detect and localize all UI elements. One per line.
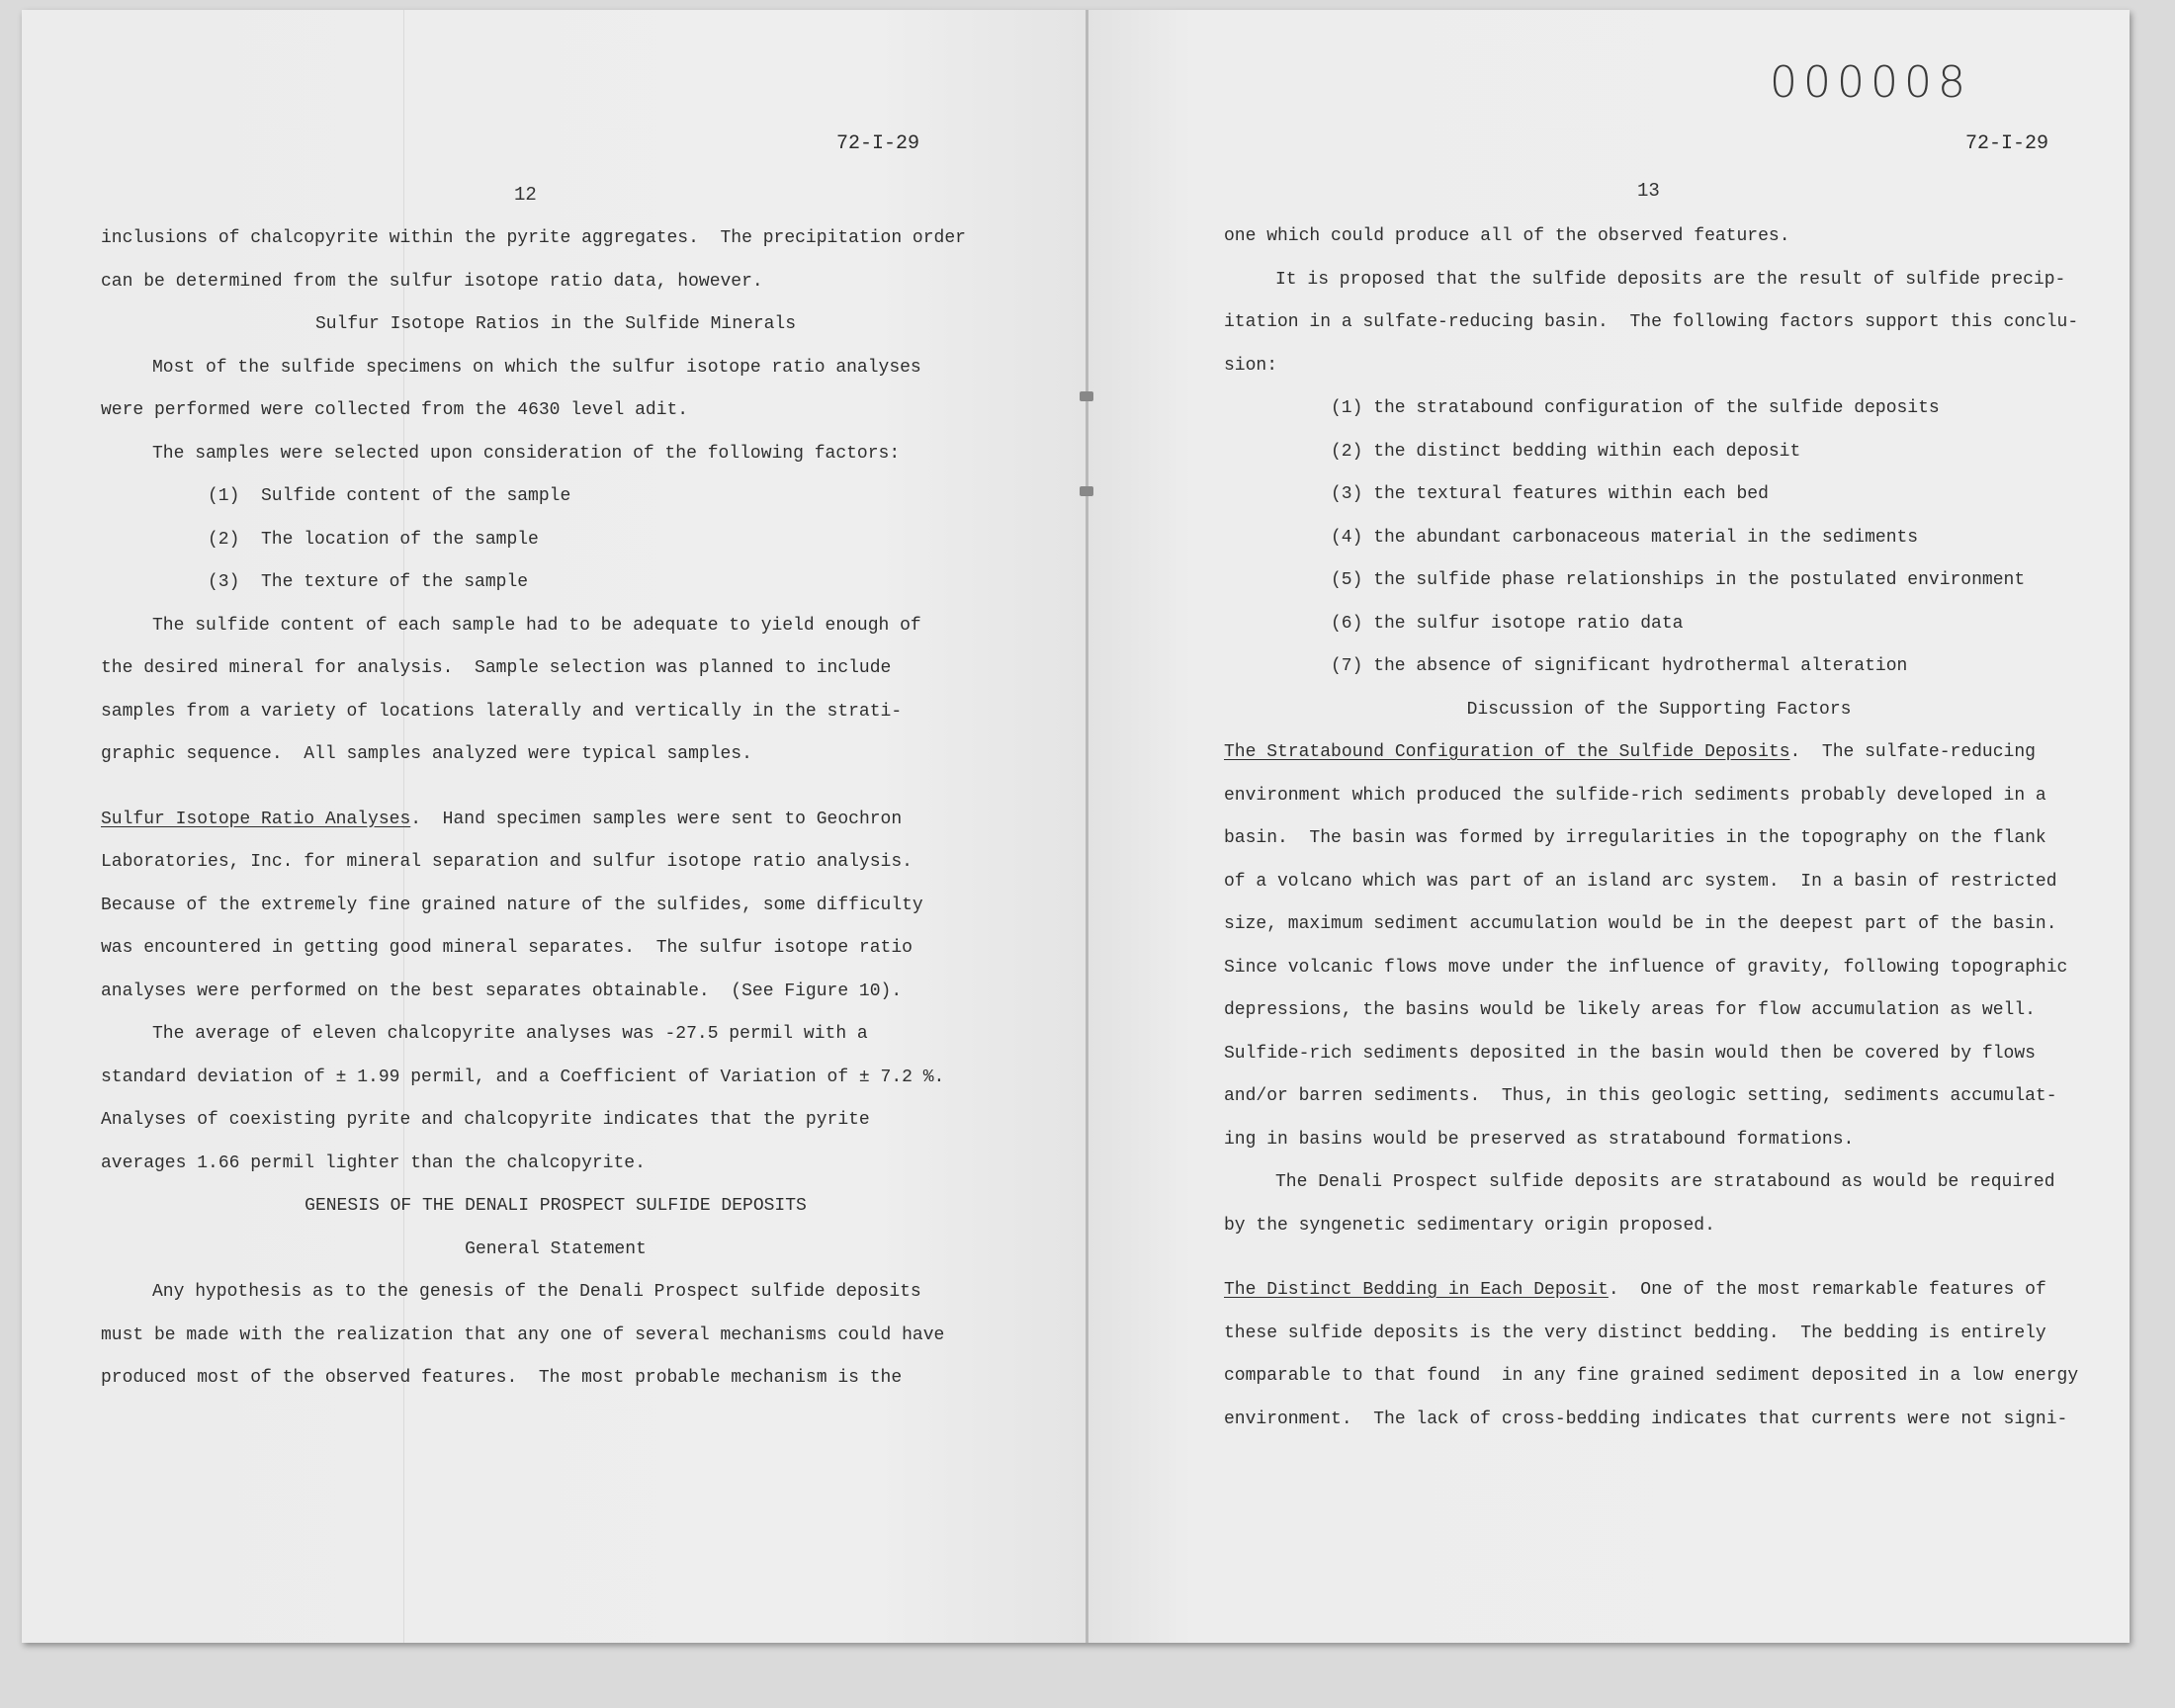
subheading-continuation: . One of the most remarkable features of — [1608, 1280, 2046, 1300]
paragraph-first-line: The Denali Prospect sulfide deposits are stratabound as would be required — [1275, 1172, 2055, 1192]
text-line: one which could produce all of the observed features. — [1224, 226, 1790, 246]
text-line: averages 1.66 permil lighter than the chalcopyrite. — [101, 1153, 646, 1173]
underlined-subheading: Sulfur Isotope Ratio Analyses — [101, 809, 411, 829]
list-item: (2) the distinct bedding within each deposit — [1331, 441, 1801, 462]
text-line: these sulfide deposits is the very distinct bedding. The bedding is entirely — [1224, 1323, 2046, 1343]
subheading-line — [101, 799, 1010, 842]
text-line: by the syngenetic sedimentary origin proposed. — [1224, 1215, 1715, 1236]
text-line: Sulfide-rich sediments deposited in the basin would then be covered by flows — [1224, 1043, 2036, 1064]
text-line: Analyses of coexisting pyrite and chalcopyrite indicates that the pyrite — [101, 1110, 870, 1130]
book-gutter — [1086, 10, 1088, 1643]
text-line: produced most of the observed features. The most probable mechanism is the — [101, 1368, 903, 1388]
paragraph-first-line: It is proposed that the sulfide deposits are the result of sulfide precip- — [1275, 269, 2066, 290]
text-line: basin. The basin was formed by irregularities in the topography on the flank — [1224, 828, 2046, 848]
text-line: ing in basins would be preserved as stratabound formations. — [1224, 1129, 1855, 1150]
text-line: size, maximum sediment accumulation would be in the deepest part of the basin. — [1224, 914, 2057, 934]
right-page-number: 13 — [1637, 180, 1660, 202]
text-line: environment. The lack of cross-bedding indicates that currents were not signi- — [1224, 1409, 2068, 1429]
subheading-line — [1224, 731, 2094, 775]
paragraph-first-line: Any hypothesis as to the genesis of the Denali Prospect sulfide deposits — [152, 1282, 921, 1302]
section-heading: Sulfur Isotope Ratios in the Sulfide Minerals — [314, 314, 797, 334]
text-line: Laboratories, Inc. for mineral separation and sulfur isotope ratio analysis. — [101, 852, 913, 872]
left-page-header-code: 72-I-29 — [836, 132, 920, 155]
list-item: (3) the textural features within each bed — [1331, 484, 1769, 504]
text-line: must be made with the realization that any one of several mechanisms could have — [101, 1324, 945, 1345]
text-line: was encountered in getting good mineral separates. The sulfur isotope ratio — [101, 938, 913, 958]
underlined-subheading: The Distinct Bedding in Each Deposit — [1224, 1280, 1609, 1300]
binding-staple-mark — [1080, 391, 1093, 401]
subheading-continuation: . The sulfate-reducing — [1789, 742, 2036, 762]
text-line: analyses were performed on the best separates obtainable. (See Figure 10). — [101, 981, 903, 1001]
left-page-body — [101, 217, 1010, 1401]
text-line: environment which produced the sulfide-rich sediments probably developed in a — [1224, 785, 2046, 806]
text-line: Since volcanic flows move under the influence of gravity, following topographic — [1224, 957, 2068, 978]
right-page-body — [1224, 215, 2094, 1441]
paragraph-first-line: Most of the sulfide specimens on which the sulfur isotope ratio analyses — [152, 357, 921, 378]
paragraph-first-line: The samples were selected upon consideration of the following factors: — [152, 443, 901, 464]
left-page — [22, 10, 1088, 1643]
paragraph-gap — [101, 777, 1010, 799]
underlined-subheading: The Stratabound Configuration of the Sulfide Deposits — [1224, 742, 1790, 762]
text-line: graphic sequence. All samples analyzed were typical samples. — [101, 744, 752, 764]
list-item: (1) Sulfide content of the sample — [208, 486, 571, 506]
text-line: itation in a sulfate-reducing basin. The following factors support this conclu- — [1224, 312, 2079, 332]
text-line: comparable to that found in any fine grained sediment deposited in a low energy — [1224, 1366, 2079, 1386]
list-item: (1) the stratabound configuration of the sulfide deposits — [1331, 398, 1940, 418]
text-line: standard deviation of ± 1.99 permil, and a Coefficient of Variation of ± 7.2 %. — [101, 1067, 945, 1087]
section-heading: GENESIS OF THE DENALI PROSPECT SULFIDE DEPOSITS — [304, 1196, 807, 1216]
text-line: depressions, the basins would be likely areas for flow accumulation as well. — [1224, 1000, 2036, 1020]
list-item: (4) the abundant carbonaceous material in the sediments — [1331, 527, 1919, 548]
text-line: of a volcano which was part of an island arc system. In a basin of restricted — [1224, 871, 2057, 892]
list-item: (2) The location of the sample — [208, 529, 539, 550]
text-line: can be determined from the sulfur isotope ratio data, however. — [101, 271, 763, 292]
subheading-continuation: . Hand specimen samples were sent to Geochron — [410, 809, 903, 829]
text-line: were performed were collected from the 4630 level adit. — [101, 400, 689, 420]
section-heading: Discussion of the Supporting Factors — [1466, 699, 1852, 720]
list-item: (5) the sulfide phase relationships in the postulated environment — [1331, 570, 2026, 590]
text-line: sion: — [1224, 355, 1278, 376]
right-page — [1088, 10, 2130, 1643]
left-page-number: 12 — [514, 184, 537, 206]
subheading-line — [1224, 1269, 2094, 1313]
archive-stamp-number: 000008 — [1770, 57, 1971, 108]
text-line: and/or barren sediments. Thus, in this geologic setting, sediments accumulat- — [1224, 1086, 2057, 1106]
list-item: (3) The texture of the sample — [208, 572, 529, 592]
book-spread — [22, 10, 2130, 1643]
text-line: Because of the extremely fine grained nature of the sulfides, some difficulty — [101, 895, 923, 915]
text-line: inclusions of chalcopyrite within the pyrite aggregates. The precipitation order — [101, 228, 966, 248]
paragraph-first-line: The sulfide content of each sample had to be adequate to yield enough of — [152, 615, 921, 636]
paragraph-first-line: The average of eleven chalcopyrite analyses was -27.5 permil with a — [152, 1024, 868, 1044]
binding-staple-mark — [1080, 486, 1093, 496]
text-line: samples from a variety of locations laterally and vertically in the strati- — [101, 701, 903, 722]
text-line: the desired mineral for analysis. Sample selection was planned to include — [101, 658, 892, 678]
right-page-header-code: 72-I-29 — [1965, 132, 2049, 155]
list-item: (6) the sulfur isotope ratio data — [1331, 613, 1684, 634]
list-item: (7) the absence of significant hydrothermal alteration — [1331, 656, 1908, 676]
section-heading: General Statement — [465, 1238, 647, 1259]
paragraph-gap — [1224, 1247, 2094, 1269]
